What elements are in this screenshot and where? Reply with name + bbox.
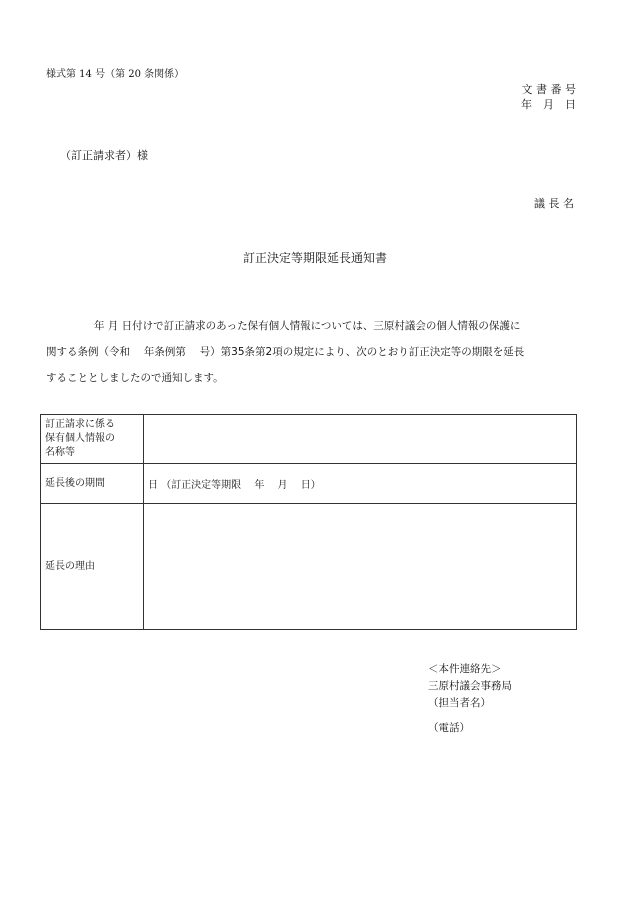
contact-block [428, 661, 512, 737]
contact-office: 三原村議会事務局 [428, 680, 512, 692]
table-row [41, 504, 577, 630]
document-number: 文 書 番 号 [521, 83, 576, 96]
body-line: 年 月 日付けで訂正請求のあった保有個人情報については、三原村議会の個人情報の保護に [94, 320, 521, 332]
row-value-field[interactable] [144, 504, 577, 630]
document-number-block [521, 82, 576, 112]
body-line: 関する条例（令和 年条例第 号）第35条第2項の規定により、次のとおり訂正決定等の期限を延長 [46, 346, 525, 358]
label-line: 延長後の期間 [45, 477, 105, 489]
label-line: 訂正請求に係る [45, 419, 115, 430]
label-line: 保有個人情報の [45, 433, 115, 444]
contact-phone: （電話） [428, 722, 470, 734]
body-paragraph [46, 313, 578, 391]
label-line: 名称等 [45, 447, 75, 458]
sender-name: 議 長 名 [534, 197, 574, 210]
label-line: 延長の理由 [45, 560, 95, 572]
table-row [41, 464, 577, 504]
row-label [41, 415, 144, 464]
form-number: 様式第 14 号（第 20 条関係） [46, 69, 185, 80]
table-row [41, 415, 577, 464]
document-title: 訂正決定等期限延長通知書 [242, 251, 387, 265]
row-label [41, 504, 144, 630]
body-line: することとしましたので通知します。 [46, 372, 224, 384]
row-value-field[interactable] [144, 415, 577, 464]
row-label [41, 464, 144, 504]
info-table [40, 414, 577, 630]
row-value-field[interactable]: 日 （訂正決定等期限 年 月 日） [144, 464, 577, 504]
contact-person: （担当者名） [428, 697, 491, 709]
document-date: 年 月 日 [521, 98, 576, 111]
addressee: （訂正請求者）様 [60, 149, 148, 162]
contact-heading: ＜本件連絡先＞ [428, 663, 502, 675]
